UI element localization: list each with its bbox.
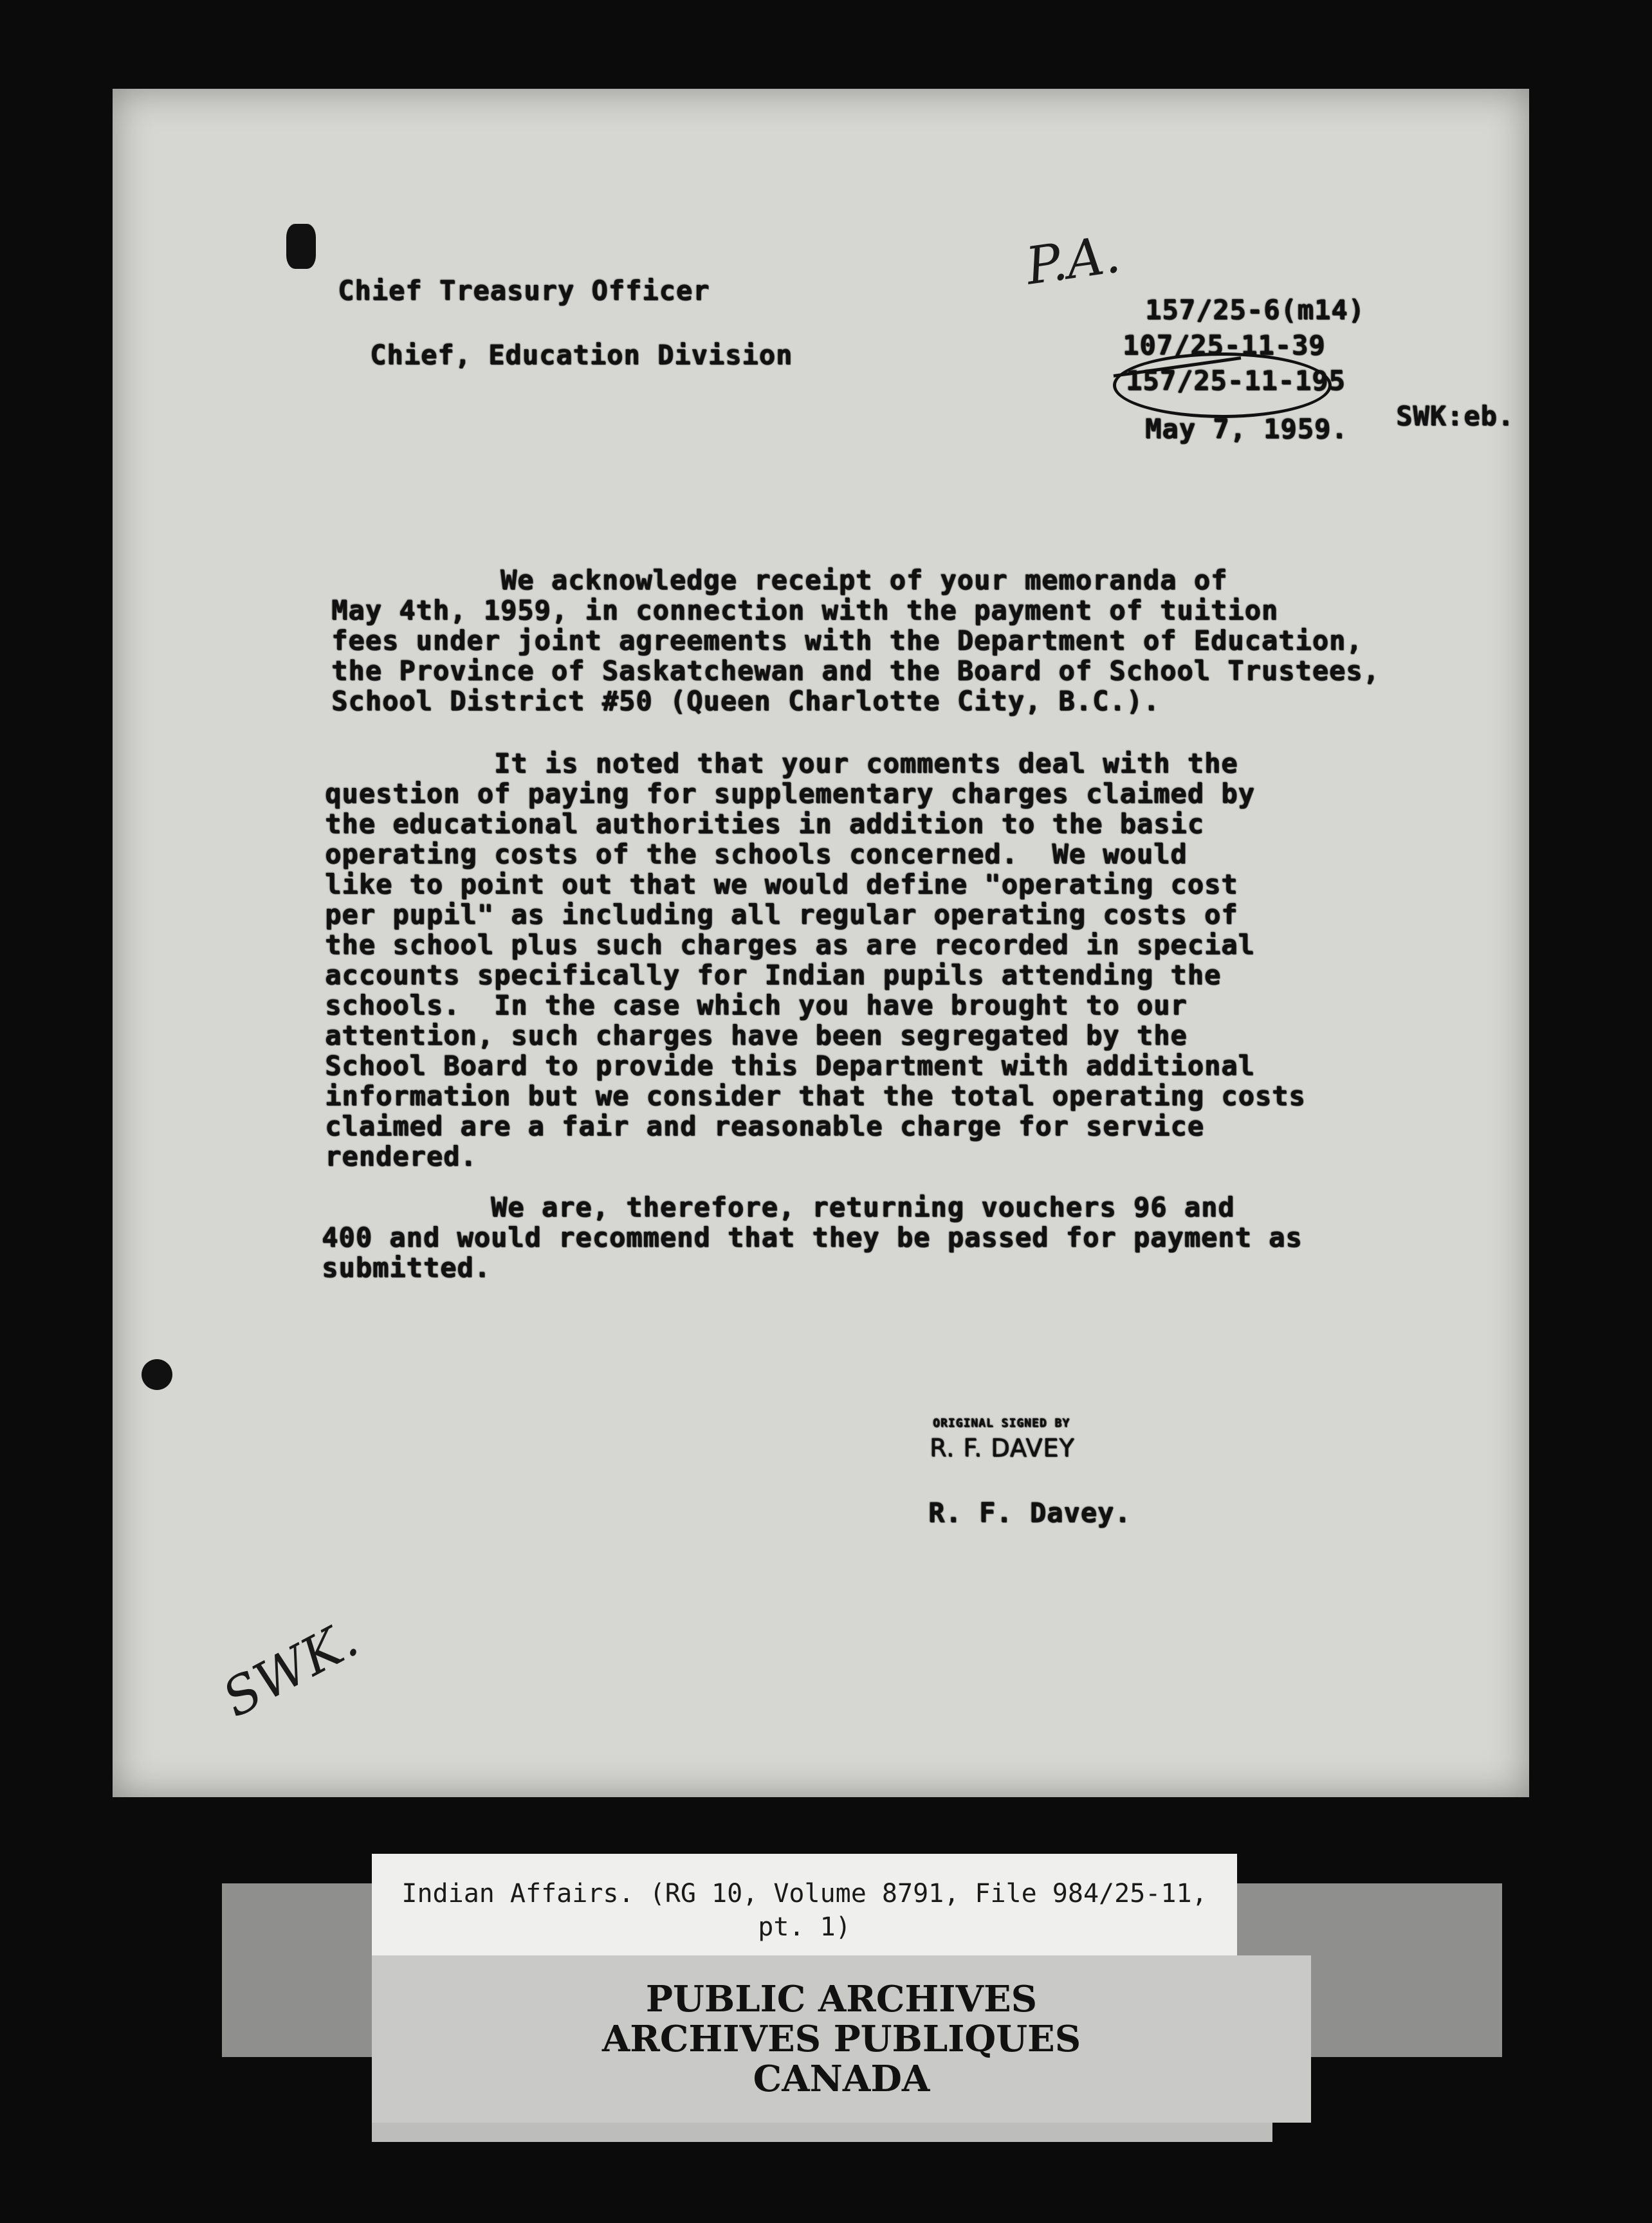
handwritten-initials-top: P.A. <box>1022 224 1124 297</box>
punch-hole-mark <box>142 1359 172 1390</box>
archive-stamp-card <box>372 1955 1311 2123</box>
file-ref-2: 107/25-11-39 <box>1123 329 1326 361</box>
archive-reference-line-2: pt. 1) <box>758 1912 851 1942</box>
archive-stamp-line-3: CANADA <box>753 2058 930 2100</box>
letter-date: May 7, 1959. <box>1145 413 1348 444</box>
typed-signature: R. F. Davey. <box>928 1497 1132 1528</box>
card-edge <box>372 2123 1272 2142</box>
archive-stamp-line-2: ARCHIVES PUBLIQUES <box>601 2018 1081 2060</box>
signature-stamp-name: R. F. DAVEY <box>930 1434 1075 1462</box>
circled-reference <box>1113 352 1332 418</box>
paragraph-2: It is noted that your comments deal with the question of paying for supplementary charges claimed by the educational authorities in addition to the basic operating costs of the schools concerned. We would like to point out that we would define "operating cost per pupil" as including all regular operating costs of the school plus such charges as are recorded in special accounts specifically for Indian pupils attending the schools. In the case which you have brought to our attention, such charges have been segregated by the School Board to provide this Department with additional information but we consider that the total operating costs claimed are a fair and reasonable charge for service rendered. <box>325 747 1306 1172</box>
paragraph-1: We acknowledge receipt of your memoranda of May 4th, 1959, in connection with the payment of tuition fees under joint agreements with the Department of Education, the Province of Saskatchewan and the Board of School Trustees, School District #50 (Queen Charlotte City, B.C.). <box>331 564 1380 717</box>
sender-line: Chief, Education Division <box>370 339 793 370</box>
signature-stamp-caption: ORIGINAL SIGNED BY <box>933 1416 1070 1430</box>
paragraph-3: We are, therefore, returning vouchers 96 and 400 and would recommend that they be passed for payment as submitted. <box>322 1191 1303 1283</box>
recipient-line: Chief Treasury Officer <box>338 275 710 306</box>
file-ref-3: 157/25-11-195 <box>1126 365 1346 396</box>
document-page <box>113 89 1529 1797</box>
archive-stamp-line-1: PUBLIC ARCHIVES <box>645 1978 1038 2020</box>
archive-reference-label <box>372 1854 1237 1966</box>
ink-blot <box>286 224 316 269</box>
archive-reference-line-1: Indian Affairs. (RG 10, Volume 8791, File 984/25-11, <box>401 1878 1207 1908</box>
file-ref-1: 157/25-6(m14) <box>1145 294 1365 325</box>
handwritten-initials-bottom: SWK. <box>213 1609 368 1729</box>
typist-initials: SWK:eb. <box>1396 400 1515 432</box>
